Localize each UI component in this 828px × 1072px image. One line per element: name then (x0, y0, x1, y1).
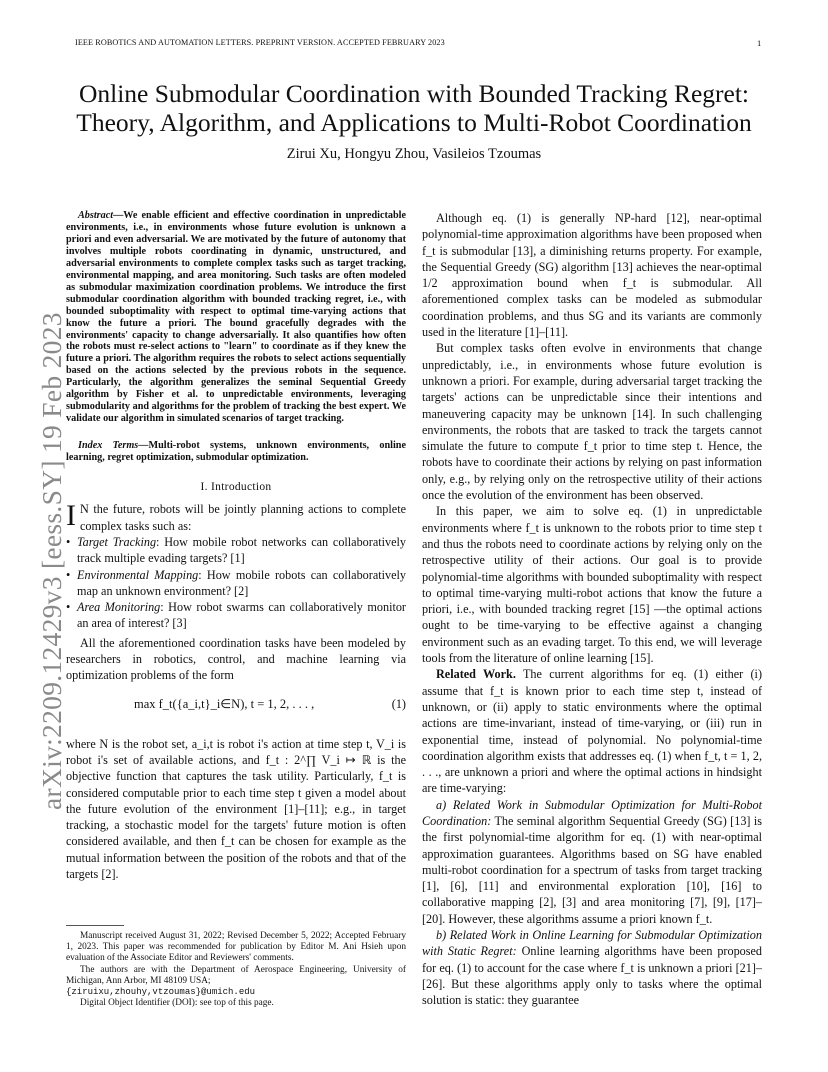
index-terms-label: Index Terms (78, 440, 139, 452)
task-list (66, 534, 406, 632)
index-terms-text: —Multi-robot systems, unknown environments, online learning, regret optimization, submodular optimization. (66, 440, 406, 464)
paper-title (40, 80, 788, 137)
title-line-1: Online Submodular Coordination with Bounded Tracking Regret: (78, 79, 750, 108)
list-item (77, 534, 406, 567)
subsection-b-text: Online learning algorithms have been proposed for eq. (1) to account for the case where f_t is unknown a priori [21]–[26]. But these algorithms apply only to tasks where the optimal solution is static: they guarantee (422, 944, 762, 1008)
footnote-manuscript: Manuscript received August 31, 2022; Revised December 5, 2022; Accepted February 1, 2023. This paper was recommended for publication by Editor M. Ani Hsieh upon evaluation of the Associate Editor and Reviewers' comments. (66, 931, 406, 964)
equation-body: max f_t({a_i,t}_i∈N), t = 1, 2, . . . , (134, 696, 315, 711)
list-item (77, 567, 406, 600)
task-text: : How mobile robots can collaboratively map an unknown environment? [2] (77, 567, 406, 598)
footnote-rule (66, 925, 124, 926)
right-paragraph-1: Although eq. (1) is generally NP-hard [12], near-optimal polynomial-time approximation algorithms have been proposed when f_t is submodular [13], a diminishing returns property. For example, the Sequential Greedy (SG) algorithm [13] achieves the near-optimal 1/2 approximation bound when f_t is submodular. All aforementioned complex tasks can be modeled as submodular coordination problems, and thus SG and its variants are commonly used in the literature [1]–[11]. (422, 211, 762, 340)
task-text: : How mobile robot networks can collaboratively track multiple evading targets? [1] (77, 534, 406, 566)
intro-paragraph-2: All the aforementioned coordination tasks have been modeled by researchers in robotics, control, and machine learning via optimization problems of the form (66, 635, 406, 683)
task-term: Target Tracking (77, 534, 157, 549)
page-number: 1 (757, 38, 762, 48)
running-header: IEEE ROBOTICS AND AUTOMATION LETTERS. PREPRINT VERSION. ACCEPTED FEBRUARY 2023 (75, 38, 445, 47)
right-paragraph-2: But complex tasks often evolve in environments that change unpredictably, i.e., in environments whose future evolution is unknown a priori. For example, during adversarial target tracking the targets' actions can be unpredictable since their intentions and maneuvering capacity may be unknown [14]. In such challenging environments, the robots that are tasked to track the targets cannot simulate the future to compute f_t prior to time step t. Hence, the robots have to coordinate their actions by relying on past information only, e.g., by relying only on the retrospective utility of their actions once the evolution of the environment has been observed. (422, 341, 762, 503)
footnote-affiliation: The authors are with the Department of Aerospace Engineering, University of Michigan, Ann Arbor, MI 48109 USA; (66, 964, 406, 986)
abstract-text: —We enable efficient and effective coordination in unpredictable environments, i.e., in environments whose future evolution is unknown a priori and even adversarial. We are motivated by the future of autonomy that involves multiple robots coordinating in dynamic, unstructured, and adversarial environments to complete complex tasks such as target tracking, environmental mapping, and area monitoring. Such tasks are often modeled as submodular maximization coordination problems. We introduce the first submodular coordination algorithm with bounded tracking regret, i.e., with bounded suboptimality with respect to optimal time-varying actions that know the future a priori. The bound gracefully degrades with the environments' capacity to change adversarially. It also quantifies how often the robots must re-select actions to "learn" to coordinate as if they knew the future a priori. The algorithm requires the robots to select actions sequentially based on the actions selected by the previous robots in the sequence. Particularly, the algorithm generalizes the seminal Sequential Greedy algorithm by Fisher et al. to unpredictable environments, leveraging submodularity and algorithms for the problem of tracking the best expert. We validate our algorithm in simulated scenarios of target tracking. (66, 210, 406, 425)
related-work-paragraph (422, 666, 762, 796)
footnote (66, 931, 406, 1009)
list-item (77, 599, 406, 632)
task-term: Area Monitoring (77, 600, 161, 615)
title-line-2: Theory, Algorithm, and Applications to Multi-Robot Coordination (76, 107, 752, 137)
right-column (422, 210, 762, 1009)
subsection-a (422, 797, 762, 927)
arxiv-stamp: arXiv:2209.12429v3 [eess.SY] 19 Feb 2023 (36, 312, 67, 810)
related-work-heading: Related Work. (436, 667, 516, 682)
subsection-a-text: The seminal algorithm Sequential Greedy (SG) [13] is the first polynomial-time algorithm for eq. (1) with near-optimal approximation guarantees. Algorithms based on SG have enabled multi-robot coordination for a spectrum of tasks from target tracking [1], [6], [11] and environmental exploration [10], [16] to collaborative mapping [2], [3] and area monitoring [7], [9], [17]–[20]. However, these algorithms assume a priori known f_t. (422, 813, 762, 926)
intro-paragraph-3: where N is the robot set, a_i,t is robot i's action at time step t, V_i is robot i's set of available actions, and f_t : 2^∏ V_i ↦ ℝ is the objective function that captures the task utility. Particularly, f_t is considered computable prior to each time step t given a model about the future evolution of the environment [1]–[11]; e.g., in target tracking, a stochastic model for the targets' future motion is often considered available, and then f_t can be chosen for example as the mutual information between the position of the robots and that of the targets [2]. (66, 736, 406, 881)
subsection-b (422, 927, 762, 1008)
footnote-doi: Digital Object Identifier (DOI): see top of this page. (80, 998, 274, 1009)
task-term: Environmental Mapping (77, 567, 199, 582)
task-text: : How robot swarms can collaboratively monitor an area of interest? [3] (77, 600, 406, 631)
abstract-label: Abstract (78, 210, 114, 221)
right-paragraph-3: In this paper, we aim to solve eq. (1) in unpredictable environments where f_t is unknown to the robots prior to time step t and thus the robots need to coordinate actions by relying only on the retrospective utility of their actions. Our goal is to provide polynomial-time algorithms with bounded suboptimality with respect to optimal time-varying multi-robot actions that know the future a priori, i.e., with bounded tracking regret [15] —the optimal actions ought to be time-varying to be effective against a changing environment such as an evading target. To this end, we will leverage tools from the literature of online learning [15]. (422, 504, 762, 666)
drop-cap: I (66, 499, 76, 533)
author-list: Zirui Xu, Hongyu Zhou, Vasileios Tzoumas (286, 146, 542, 162)
index-terms (66, 440, 406, 464)
abstract (66, 210, 406, 425)
intro-first-text: N the future, robots will be jointly planning actions to complete complex tasks such as: (80, 502, 406, 533)
footnote-email: {ziruixu,zhouhy,vtzoumas}@umich.edu (66, 987, 256, 998)
related-work-text: The current algorithms for eq. (1) either (i) assume that f_t is known prior to each time step t, instead of unknown, or (ii) apply to static environments where the optimal actions are time-invariant, instead of time-varying, or (iii) run in exponential time, instead of polynomial. No polynomial-time coordination algorithm exists that addresses eq. (1) when f_t, t = 1, 2, . . ., are unknown a priori and where the optimal actions in hindsight are time-varying: (422, 667, 763, 796)
equation-number: (1) (391, 696, 406, 711)
subsection-b-heading: b) Related Work in Online Learning for Submodular Optimization with Static Regret: (422, 928, 762, 959)
equation-1 (66, 692, 406, 728)
left-column (66, 210, 406, 882)
section-heading-introduction: I. Introduction (200, 481, 272, 494)
intro-paragraph-1 (66, 501, 406, 534)
subsection-a-heading: a) Related Work in Submodular Optimization for Multi-Robot Coordination: (422, 797, 762, 828)
